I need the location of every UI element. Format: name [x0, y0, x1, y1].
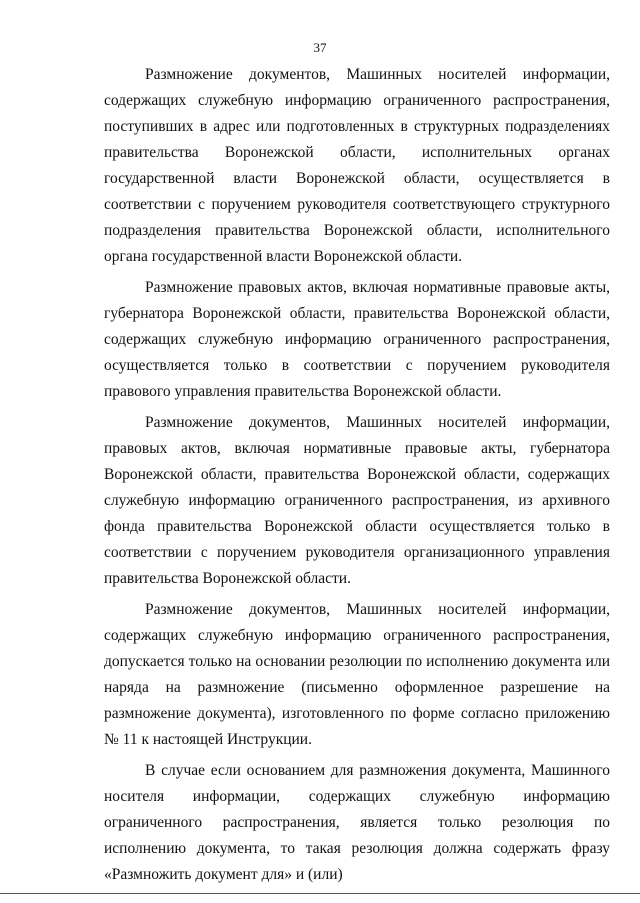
page-bottom-divider: [0, 893, 640, 894]
paragraph-5: В случае если основанием для размножения документа, Машинного носителя информации, содержащих служебную информацию ограниченного распространения, является только резолюция по исполнению документа, то такая резолюция должна содержать фразу «Размножить документ для» и (или): [104, 762, 610, 883]
paragraph-4: Размножение документов, Машинных носителей информации, содержащих служебную информацию ограниченного распространения, допускается только на основании резолюции по исполнению документа или наряда на размножение (письменно оформленное разрешение на размножение документа), изготовленного по форме согласно приложению № 11 к настоящей Инструкции.: [104, 601, 610, 748]
paragraph-1: Размножение документов, Машинных носителей информации, содержащих служебную информацию ограниченного распространения, поступивших в адрес или подготовленных в структурных подразделениях правительства Воронежской области, исполнительных органах государственной власти Воронежской области, осуществляется в соответствии с поручением руководителя соответствующего структурного подразделения правительства Воронежской области, исполнительного органа государственной власти Воронежской области.: [104, 66, 610, 265]
paragraph-2: Размножение правовых актов, включая нормативные правовые акты, губернатора Воронежской области, правительства Воронежской области, содержащих служебную информацию ограниченного распространения, осуществляется только в соответствии с поручением руководителя правового управления правительства Воронежской области.: [104, 279, 610, 400]
paragraph-3: Размножение документов, Машинных носителей информации, правовых актов, включая нормативные правовые акты, губернатора Воронежской области, правительства Воронежской области, содержащих служебную информацию ограниченного распространения, из архивного фонда правительства Воронежской области осуществляется только в соответствии с поручением руководителя организационного управления правительства Воронежской области.: [104, 414, 610, 587]
document-body: [104, 62, 610, 893]
page-number: 37: [313, 40, 327, 55]
